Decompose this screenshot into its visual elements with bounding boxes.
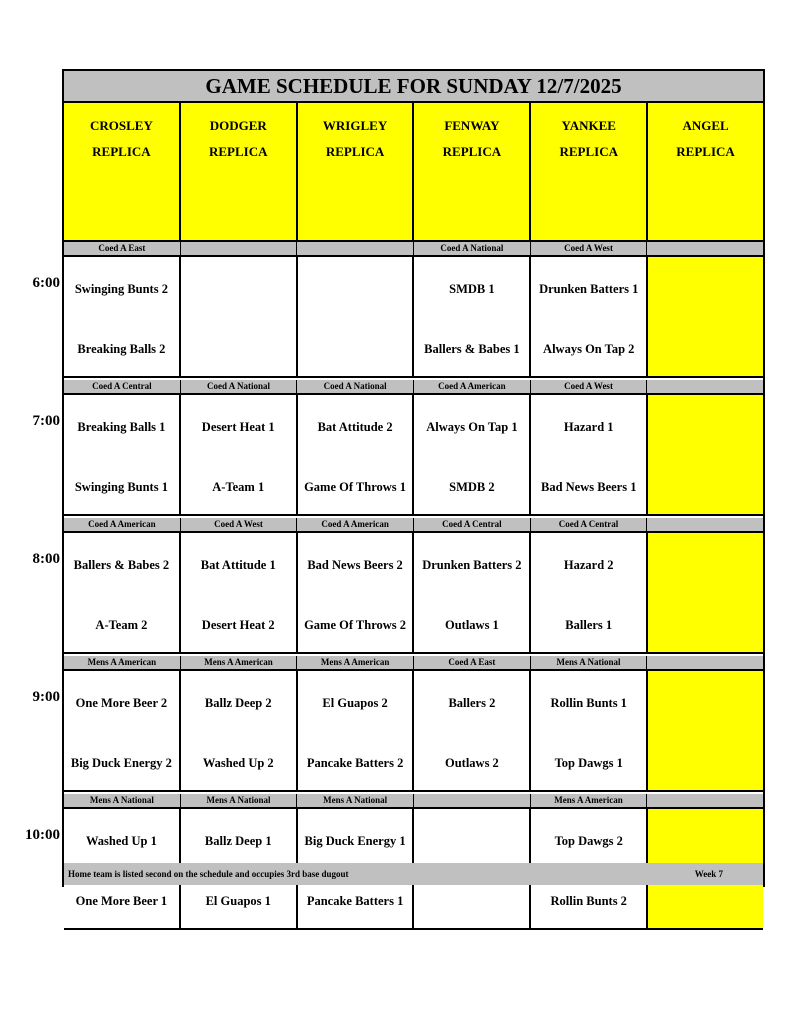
division-label: Coed A Central [64, 380, 181, 393]
game-cell [648, 533, 763, 652]
away-team [648, 545, 763, 585]
game-cell [414, 671, 531, 790]
home-team: El Guapos 1 [205, 894, 271, 908]
home-team [648, 605, 763, 645]
division-label: Mens A American [181, 656, 298, 669]
schedule-title: GAME SCHEDULE FOR SUNDAY 12/7/2025 [64, 71, 763, 103]
away-team: Ballz Deep 1 [204, 834, 272, 848]
division-label [647, 656, 763, 669]
away-team [648, 683, 763, 723]
home-team: Washed Up 2 [202, 756, 274, 770]
field-header: CROSLEY REPLICA [64, 103, 181, 240]
home-team [648, 467, 763, 507]
home-team [414, 881, 529, 921]
division-label: Mens A American [64, 656, 181, 669]
game-cell [414, 395, 531, 514]
home-team [298, 329, 413, 369]
time-label: 6:00 [32, 275, 60, 291]
division-label: Coed A American [64, 518, 181, 531]
away-team: Bad News Beers 2 [307, 558, 403, 572]
home-team: Desert Heat 2 [201, 618, 275, 632]
time-slot [64, 518, 763, 654]
division-label: Coed A West [531, 380, 648, 393]
field-header: DODGER REPLICA [181, 103, 298, 240]
away-team [648, 821, 763, 861]
home-team: A-Team 1 [212, 480, 265, 494]
home-team: Game Of Throws 2 [304, 618, 407, 632]
game-cell [531, 395, 648, 514]
field-header: WRIGLEY REPLICA [298, 103, 415, 240]
game-cell [414, 257, 531, 376]
division-label [647, 242, 763, 255]
game-cell [531, 533, 648, 652]
away-team: Breaking Balls 1 [77, 420, 166, 434]
home-team: Ballers 1 [565, 618, 613, 632]
away-team: SMDB 1 [449, 282, 495, 296]
time-label: 7:00 [32, 413, 60, 429]
division-label: Mens A American [297, 656, 414, 669]
schedule-table [62, 69, 765, 908]
game-cell [298, 533, 415, 652]
away-team: Big Duck Energy 1 [304, 834, 406, 848]
away-team: Bat Attitude 1 [200, 558, 276, 572]
game-cell [298, 395, 415, 514]
field-header: YANKEE REPLICA [531, 103, 648, 240]
game-cell [64, 671, 181, 790]
home-team: Pancake Batters 1 [306, 894, 404, 908]
field-header-row [64, 103, 763, 242]
division-label: Coed A National [414, 242, 531, 255]
home-team: One More Beer 1 [75, 894, 168, 908]
division-label: Mens A National [297, 794, 414, 807]
home-team: Outlaws 1 [444, 618, 499, 632]
game-cell [181, 533, 298, 652]
division-row [64, 656, 763, 671]
home-team-note: Home team is listed second on the schedule and occupies 3rd base dugout [68, 869, 349, 879]
away-team [648, 269, 763, 309]
time-labels [0, 0, 64, 1024]
home-team [181, 329, 296, 369]
games-row [64, 533, 763, 654]
schedule-footer [64, 863, 763, 885]
games-row [64, 671, 763, 792]
division-label: Mens A American [531, 794, 648, 807]
away-team: Ballers & Babes 2 [73, 558, 170, 572]
game-cell [64, 257, 181, 376]
home-team: Outlaws 2 [444, 756, 499, 770]
away-team: Top Dawgs 2 [554, 834, 623, 848]
away-team: Hazard 2 [563, 558, 614, 572]
game-cell [298, 257, 415, 376]
division-label: Coed A Central [414, 518, 531, 531]
away-team: Desert Heat 1 [201, 420, 275, 434]
game-cell [414, 533, 531, 652]
time-label: 8:00 [32, 551, 60, 567]
division-label: Coed A West [531, 242, 648, 255]
division-label: Coed A National [181, 380, 298, 393]
field-header: FENWAY REPLICA [414, 103, 531, 240]
division-row [64, 794, 763, 809]
game-cell [531, 671, 648, 790]
home-team: Breaking Balls 2 [77, 342, 166, 356]
game-cell [181, 395, 298, 514]
home-team [648, 743, 763, 783]
week-label: Week 7 [694, 869, 723, 879]
away-team: Washed Up 1 [85, 834, 157, 848]
division-label: Mens A National [531, 656, 648, 669]
time-slot [64, 794, 763, 930]
away-team: Always On Tap 1 [426, 420, 518, 434]
away-team: Drunken Batters 2 [422, 558, 522, 572]
home-team: Big Duck Energy 2 [70, 756, 172, 770]
time-label: 9:00 [32, 689, 60, 705]
away-team: Bat Attitude 2 [317, 420, 393, 434]
away-team [181, 269, 296, 309]
division-label: Mens A National [181, 794, 298, 807]
away-team: Ballz Deep 2 [204, 696, 272, 710]
division-row [64, 518, 763, 533]
time-label: 10:00 [25, 827, 60, 843]
away-team: Ballers 2 [448, 696, 496, 710]
home-team: Pancake Batters 2 [306, 756, 404, 770]
game-cell [64, 533, 181, 652]
away-team [648, 407, 763, 447]
division-label [181, 242, 298, 255]
game-cell [648, 257, 763, 376]
division-label [647, 794, 763, 807]
away-team [414, 821, 529, 861]
home-team: Always On Tap 2 [543, 342, 635, 356]
home-team [648, 881, 763, 921]
division-label: Coed A West [181, 518, 298, 531]
division-label [414, 794, 531, 807]
games-row [64, 395, 763, 516]
away-team: Drunken Batters 1 [539, 282, 639, 296]
home-team: Game Of Throws 1 [304, 480, 407, 494]
field-header: ANGEL REPLICA [648, 103, 763, 240]
division-label: Coed A American [297, 518, 414, 531]
home-team: A-Team 2 [95, 618, 148, 632]
game-cell [531, 257, 648, 376]
home-team: Top Dawgs 1 [554, 756, 623, 770]
home-team [648, 329, 763, 369]
home-team: Bad News Beers 1 [540, 480, 637, 494]
game-cell [648, 395, 763, 514]
home-team: Swinging Bunts 1 [74, 480, 168, 494]
game-cell [298, 671, 415, 790]
division-label: Coed A East [64, 242, 181, 255]
game-cell [181, 671, 298, 790]
division-label: Coed A American [414, 380, 531, 393]
away-team: El Guapos 2 [322, 696, 388, 710]
division-label: Coed A Central [531, 518, 648, 531]
division-label: Mens A National [64, 794, 181, 807]
division-label [647, 380, 763, 393]
division-row [64, 242, 763, 257]
away-team [298, 269, 413, 309]
division-label [647, 518, 763, 531]
division-label: Coed A East [414, 656, 531, 669]
home-team: Rollin Bunts 2 [550, 894, 627, 908]
time-slot [64, 656, 763, 792]
division-label [297, 242, 414, 255]
away-team: One More Beer 2 [75, 696, 168, 710]
division-row [64, 380, 763, 395]
games-row [64, 257, 763, 378]
time-slot [64, 242, 763, 378]
game-cell [64, 395, 181, 514]
game-cell [648, 671, 763, 790]
away-team: Hazard 1 [563, 420, 614, 434]
home-team: Ballers & Babes 1 [424, 342, 520, 356]
game-cell [181, 257, 298, 376]
away-team: Swinging Bunts 2 [74, 282, 168, 296]
time-slot [64, 380, 763, 516]
division-label: Coed A National [297, 380, 414, 393]
home-team: SMDB 2 [449, 480, 495, 494]
away-team: Rollin Bunts 1 [550, 696, 627, 710]
